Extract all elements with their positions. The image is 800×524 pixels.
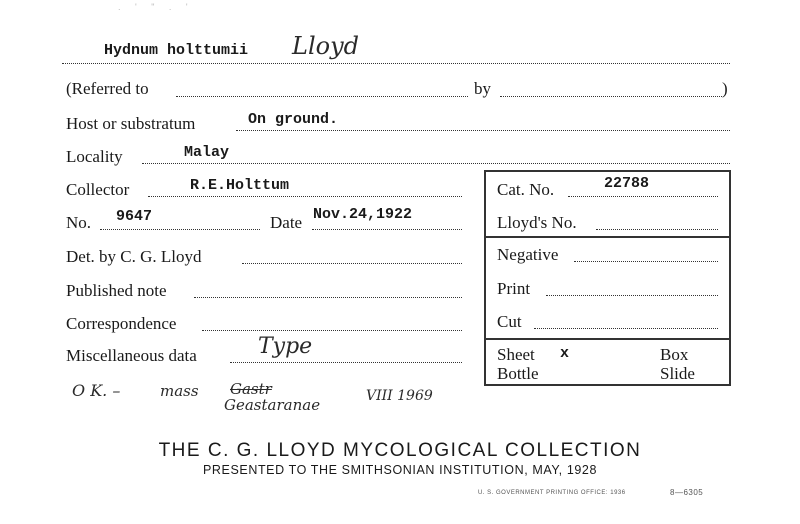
slide-label: Slide	[660, 364, 695, 383]
form-number: 8—6305	[670, 488, 704, 497]
cat-no-value: 22788	[604, 175, 650, 192]
print-label: Print	[497, 279, 531, 298]
collector-value: R.E.Holttum	[190, 177, 290, 194]
misc-value-handwritten: Type	[258, 334, 313, 359]
box-label: Box	[660, 345, 689, 364]
ok-note-handwritten: O K. –	[72, 381, 121, 400]
referred-to-line	[176, 96, 468, 97]
date-value: Nov.24,1922	[313, 206, 413, 223]
det-by-line	[242, 263, 462, 264]
struck-word-handwritten: Gastr	[230, 380, 272, 398]
collection-title: THE C. G. LLOYD MYCOLOGICAL COLLECTION	[158, 440, 642, 461]
sheet-label: Sheet	[497, 345, 535, 364]
cut-line	[534, 328, 718, 329]
host-label: Host or substratum	[66, 114, 196, 133]
box-divider-2	[484, 338, 731, 340]
box-top-border	[484, 170, 731, 172]
published-note-label: Published note	[66, 281, 167, 300]
host-value: On ground.	[248, 111, 339, 128]
correspondence-line	[202, 330, 462, 331]
cut-label: Cut	[497, 312, 522, 331]
det-by-label: Det. by C. G. Lloyd	[66, 247, 202, 266]
locality-value: Malay	[184, 144, 230, 161]
species-author-handwritten: Lloyd	[292, 32, 359, 60]
negative-line	[574, 261, 718, 262]
locality-label: Locality	[66, 147, 123, 166]
number-label: No.	[66, 213, 92, 232]
date-label: Date	[270, 213, 303, 232]
date-line	[312, 229, 462, 230]
box-left-border	[484, 170, 486, 386]
referred-to-label: (Referred to	[66, 79, 149, 98]
published-note-line	[194, 297, 462, 298]
print-line	[546, 295, 718, 296]
species-line	[62, 63, 730, 64]
correspondence-label: Correspondence	[66, 314, 177, 333]
by-line	[500, 96, 722, 97]
bottle-label: Bottle	[497, 364, 539, 383]
by-label: by	[474, 79, 491, 98]
lloyds-no-line	[596, 229, 718, 230]
close-paren: )	[722, 79, 728, 98]
locality-line	[142, 163, 730, 164]
box-divider-1	[484, 236, 731, 238]
sheet-mark: x	[560, 345, 570, 362]
lloyds-no-label: Lloyd's No.	[497, 213, 577, 232]
misc-data-line	[230, 362, 462, 363]
collector-label: Collector	[66, 180, 130, 199]
box-bottom-border	[484, 384, 731, 386]
mass-note-handwritten: mass	[160, 382, 199, 400]
number-value: 9647	[116, 208, 153, 225]
cat-no-label: Cat. No.	[497, 180, 555, 199]
faint-top-marks: . ' " . '	[118, 2, 194, 12]
box-right-border	[729, 170, 731, 386]
printing-office-note: U. S. GOVERNMENT PRINTING OFFICE: 1936	[478, 490, 626, 496]
misc-data-label: Miscellaneous data	[66, 346, 197, 365]
collector-line	[148, 196, 462, 197]
collection-subtitle: PRESENTED TO THE SMITHSONIAN INSTITUTION, MAY, 1928	[202, 463, 598, 477]
cat-no-line	[568, 196, 718, 197]
species-name: Hydnum holttumii	[104, 42, 249, 59]
negative-label: Negative	[497, 245, 559, 264]
year-note-handwritten: VIII 1969	[366, 388, 433, 404]
host-line	[236, 130, 730, 131]
number-line	[100, 229, 260, 230]
geaster-note-handwritten: Geastaranae	[224, 396, 321, 414]
